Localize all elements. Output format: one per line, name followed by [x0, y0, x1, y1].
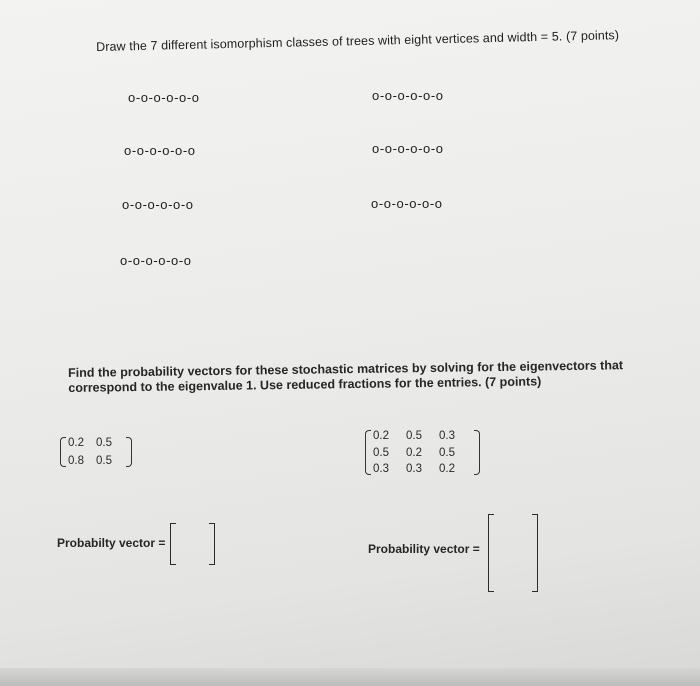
- vector-right-bracket-b: [532, 514, 538, 592]
- probability-vector-answer-a[interactable]: [180, 528, 206, 558]
- question-2-title: Find the probability vectors for these stochastic matrices by solving for the eigenvectors that correspond to the eigenvalue 1. Use reduced fractions for the entries. (7 points): [68, 358, 624, 395]
- matrix-right-bracket: [474, 430, 480, 475]
- tree-chain-2: o-o-o-o-o-o: [372, 88, 444, 103]
- probability-vector-label-a: Probabilty vector =: [57, 536, 166, 550]
- matrix-row: [373, 447, 472, 459]
- matrix-cell: 0.2: [68, 437, 84, 449]
- matrix-2x2: [60, 437, 132, 467]
- matrix-cell: 0.5: [96, 455, 112, 467]
- matrix-cell: 0.8: [68, 455, 84, 467]
- matrix-cell: 0.2: [439, 463, 455, 475]
- tree-chain-5: o-o-o-o-o-o: [122, 197, 194, 212]
- tree-chain-4: o-o-o-o-o-o: [372, 141, 444, 156]
- tree-chain-7: o-o-o-o-o-o: [120, 253, 192, 268]
- tree-chain-1: o-o-o-o-o-o: [128, 90, 200, 105]
- matrix-cell: 0.3: [406, 463, 422, 475]
- vector-left-bracket-a: [170, 523, 176, 565]
- matrix-3x3: [365, 430, 480, 475]
- page-edge-shadow: [0, 668, 700, 686]
- matrix-cell: 0.5: [373, 446, 389, 459]
- matrix-row: [373, 463, 472, 475]
- matrix-cell: 0.2: [373, 430, 389, 442]
- question-1-title: Draw the 7 different isomorphism classes of trees with eight vertices and width = 5. (7 points): [96, 28, 620, 54]
- probability-vector-label-b: Probability vector =: [368, 542, 480, 556]
- vector-right-bracket-a: [209, 523, 215, 565]
- matrix-cell: 0.5: [96, 437, 112, 449]
- matrix-right-bracket: [126, 437, 132, 467]
- tree-chain-3: o-o-o-o-o-o: [124, 143, 196, 158]
- matrix-cell: 0.5: [439, 446, 455, 459]
- matrix-row: [68, 437, 124, 449]
- vector-left-bracket-b: [488, 514, 494, 592]
- matrix-row: [68, 455, 124, 467]
- matrix-cell: 0.3: [373, 463, 389, 475]
- tree-chain-6: o-o-o-o-o-o: [371, 196, 443, 211]
- matrix-cell: 0.3: [439, 430, 455, 442]
- matrix-cell: 0.2: [406, 446, 422, 459]
- probability-vector-answer-b[interactable]: [498, 520, 528, 584]
- matrix-cell: 0.5: [406, 430, 422, 442]
- matrix-row: [373, 430, 472, 442]
